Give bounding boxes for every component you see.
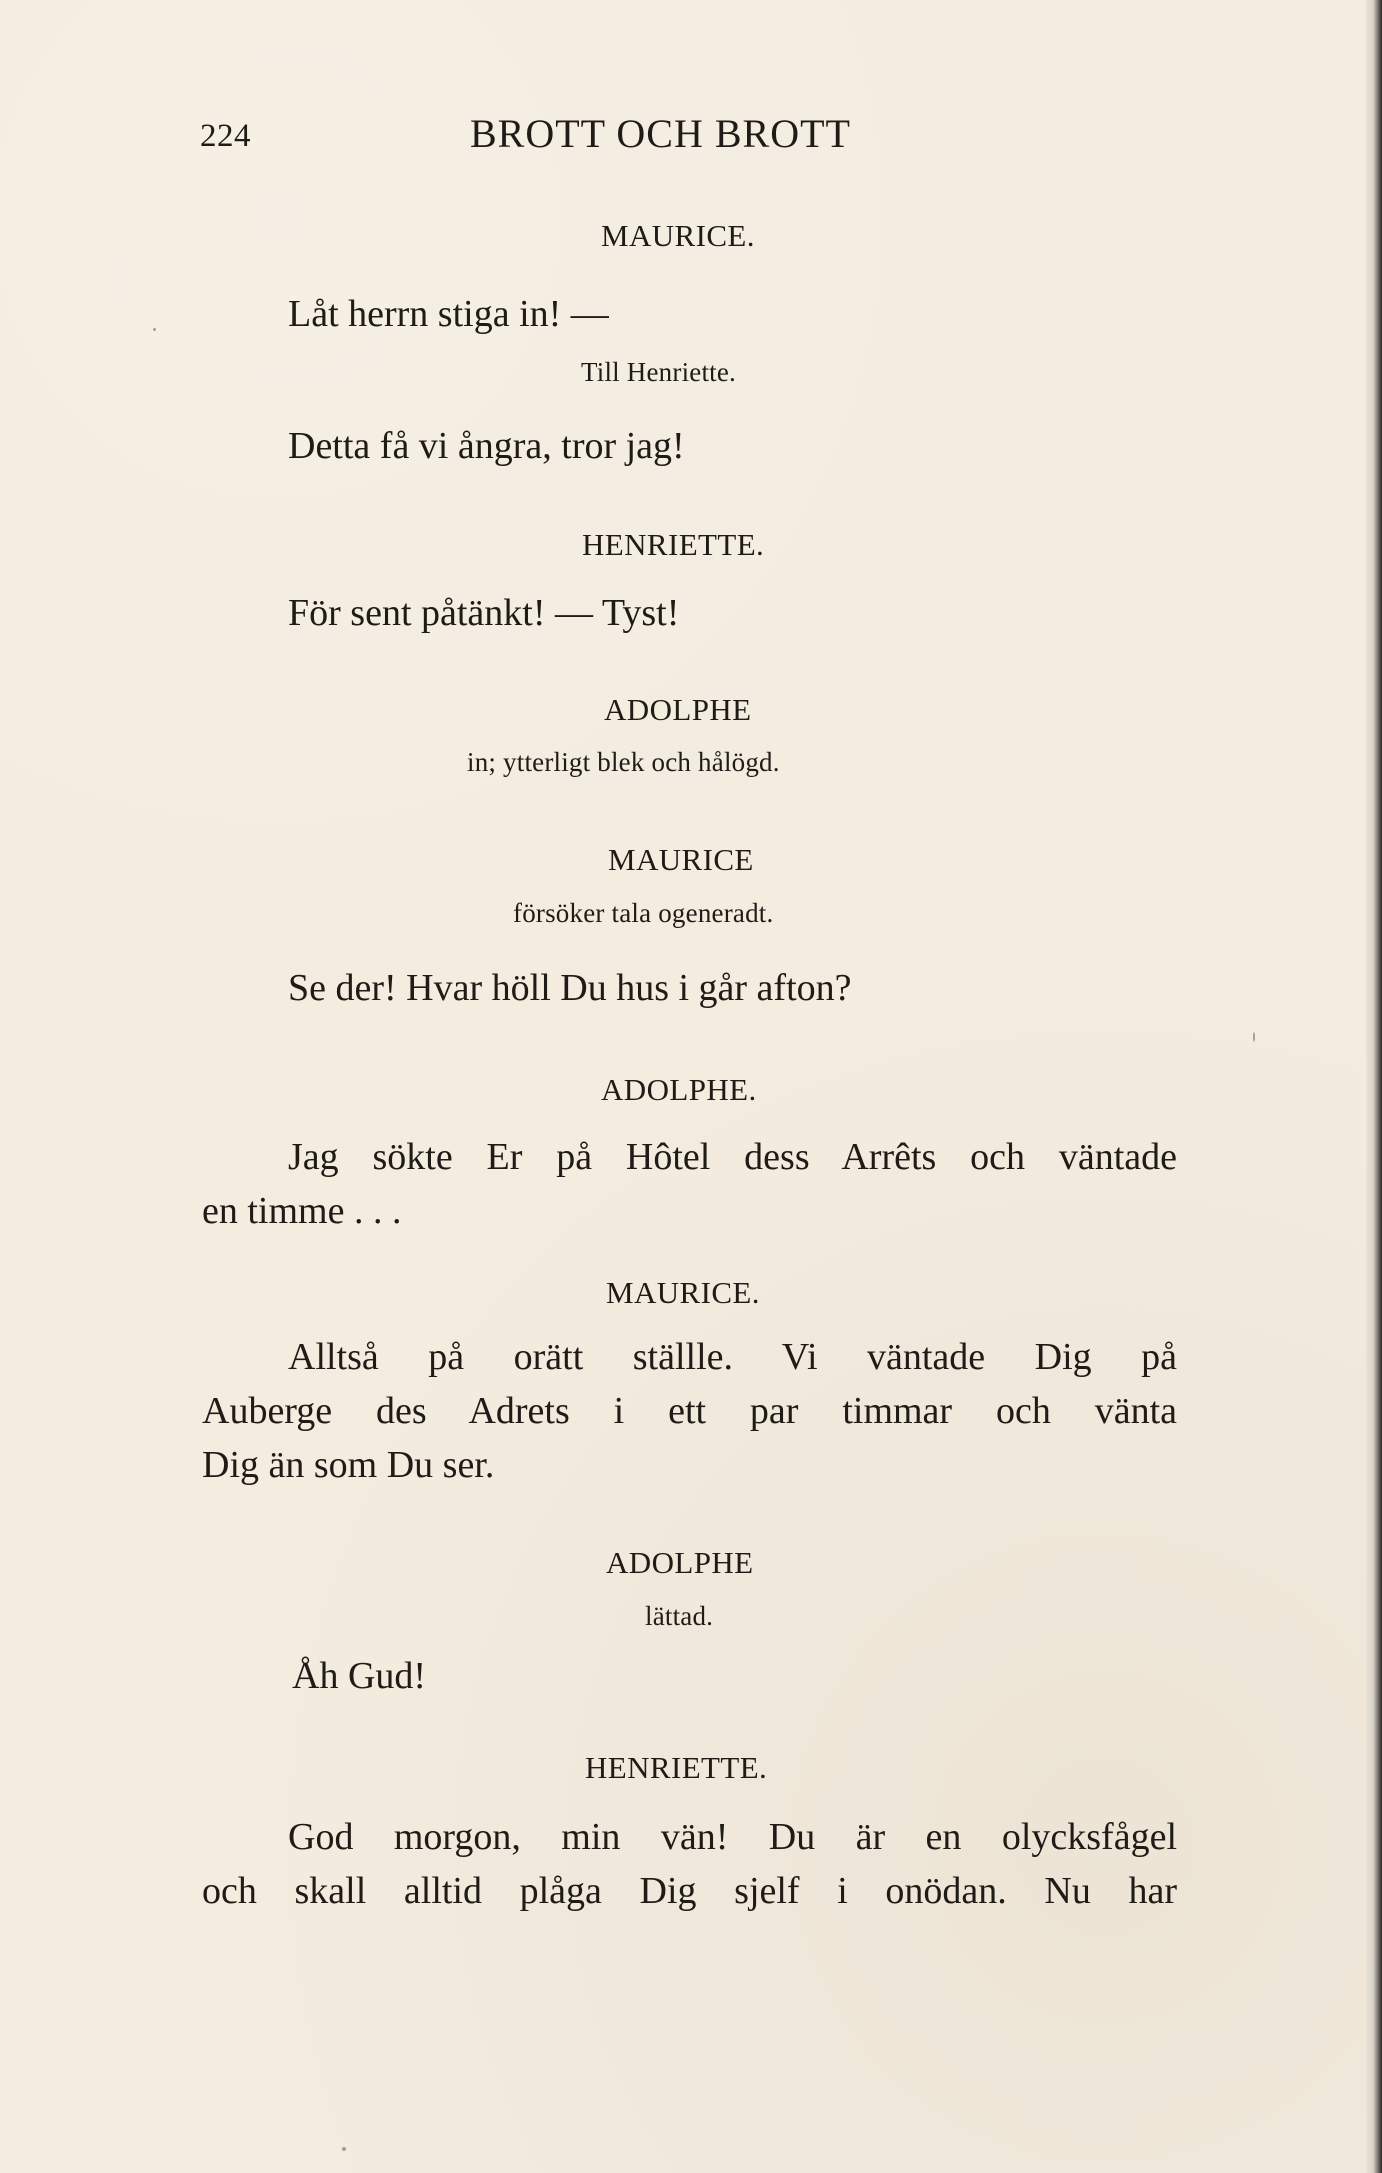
dialogue-paragraph <box>202 1130 1177 1238</box>
speaker-name: MAURICE <box>608 842 754 877</box>
dialogue-paragraph <box>202 1810 1177 1918</box>
stage-direction: försöker tala ogeneradt. <box>513 898 774 928</box>
dialogue-paragraph-line: Alltså på orätt ställle. Vi väntade Dig på <box>288 1336 1177 1378</box>
speaker-name: HENRIETTE. <box>585 1750 768 1785</box>
stage-direction: lättad. <box>645 1601 714 1631</box>
paper-speck <box>153 328 156 331</box>
dialogue-paragraph-line: och skall alltid plåga Dig sjelf i onödan. Nu har <box>202 1870 1177 1912</box>
dialogue-line: Se der! Hvar höll Du hus i går afton? <box>288 967 852 1009</box>
dialogue-paragraph-line: God morgon, min vän! Du är en olycksfågel <box>288 1816 1177 1858</box>
dialogue-line: Låt herrn stiga in! — <box>288 293 609 335</box>
paper-speck <box>1253 1032 1255 1042</box>
dialogue-paragraph-line: Jag sökte Er på Hôtel dess Arrêts och väntade <box>288 1136 1177 1178</box>
dialogue-line: Åh Gud! <box>292 1655 427 1697</box>
stage-direction: Till Henriette. <box>581 357 736 387</box>
dialogue-paragraph-line: en timme . . . <box>202 1190 402 1232</box>
stage-direction: in; ytterligt blek och hålögd. <box>467 747 780 777</box>
running-title: BROTT OCH BROTT <box>470 111 851 156</box>
speaker-name: MAURICE. <box>601 218 755 253</box>
speaker-name: ADOLPHE <box>604 692 752 727</box>
dialogue-line: Detta få vi ångra, tror jag! <box>288 425 685 467</box>
page-edge-shadow <box>1366 0 1382 2173</box>
speaker-name: HENRIETTE. <box>582 527 765 562</box>
paper-speck <box>342 2147 346 2151</box>
dialogue-paragraph <box>202 1330 1177 1492</box>
speaker-name: MAURICE. <box>606 1275 760 1310</box>
dialogue-line: För sent påtänkt! — Tyst! <box>288 592 680 634</box>
speaker-name: ADOLPHE <box>606 1545 754 1580</box>
dialogue-paragraph-line: Auberge des Adrets i ett par timmar och vänta <box>202 1390 1177 1432</box>
dialogue-paragraph-line: Dig än som Du ser. <box>202 1444 495 1486</box>
page-header <box>200 110 960 162</box>
page-number: 224 <box>200 118 251 154</box>
speaker-name: ADOLPHE. <box>601 1072 757 1107</box>
